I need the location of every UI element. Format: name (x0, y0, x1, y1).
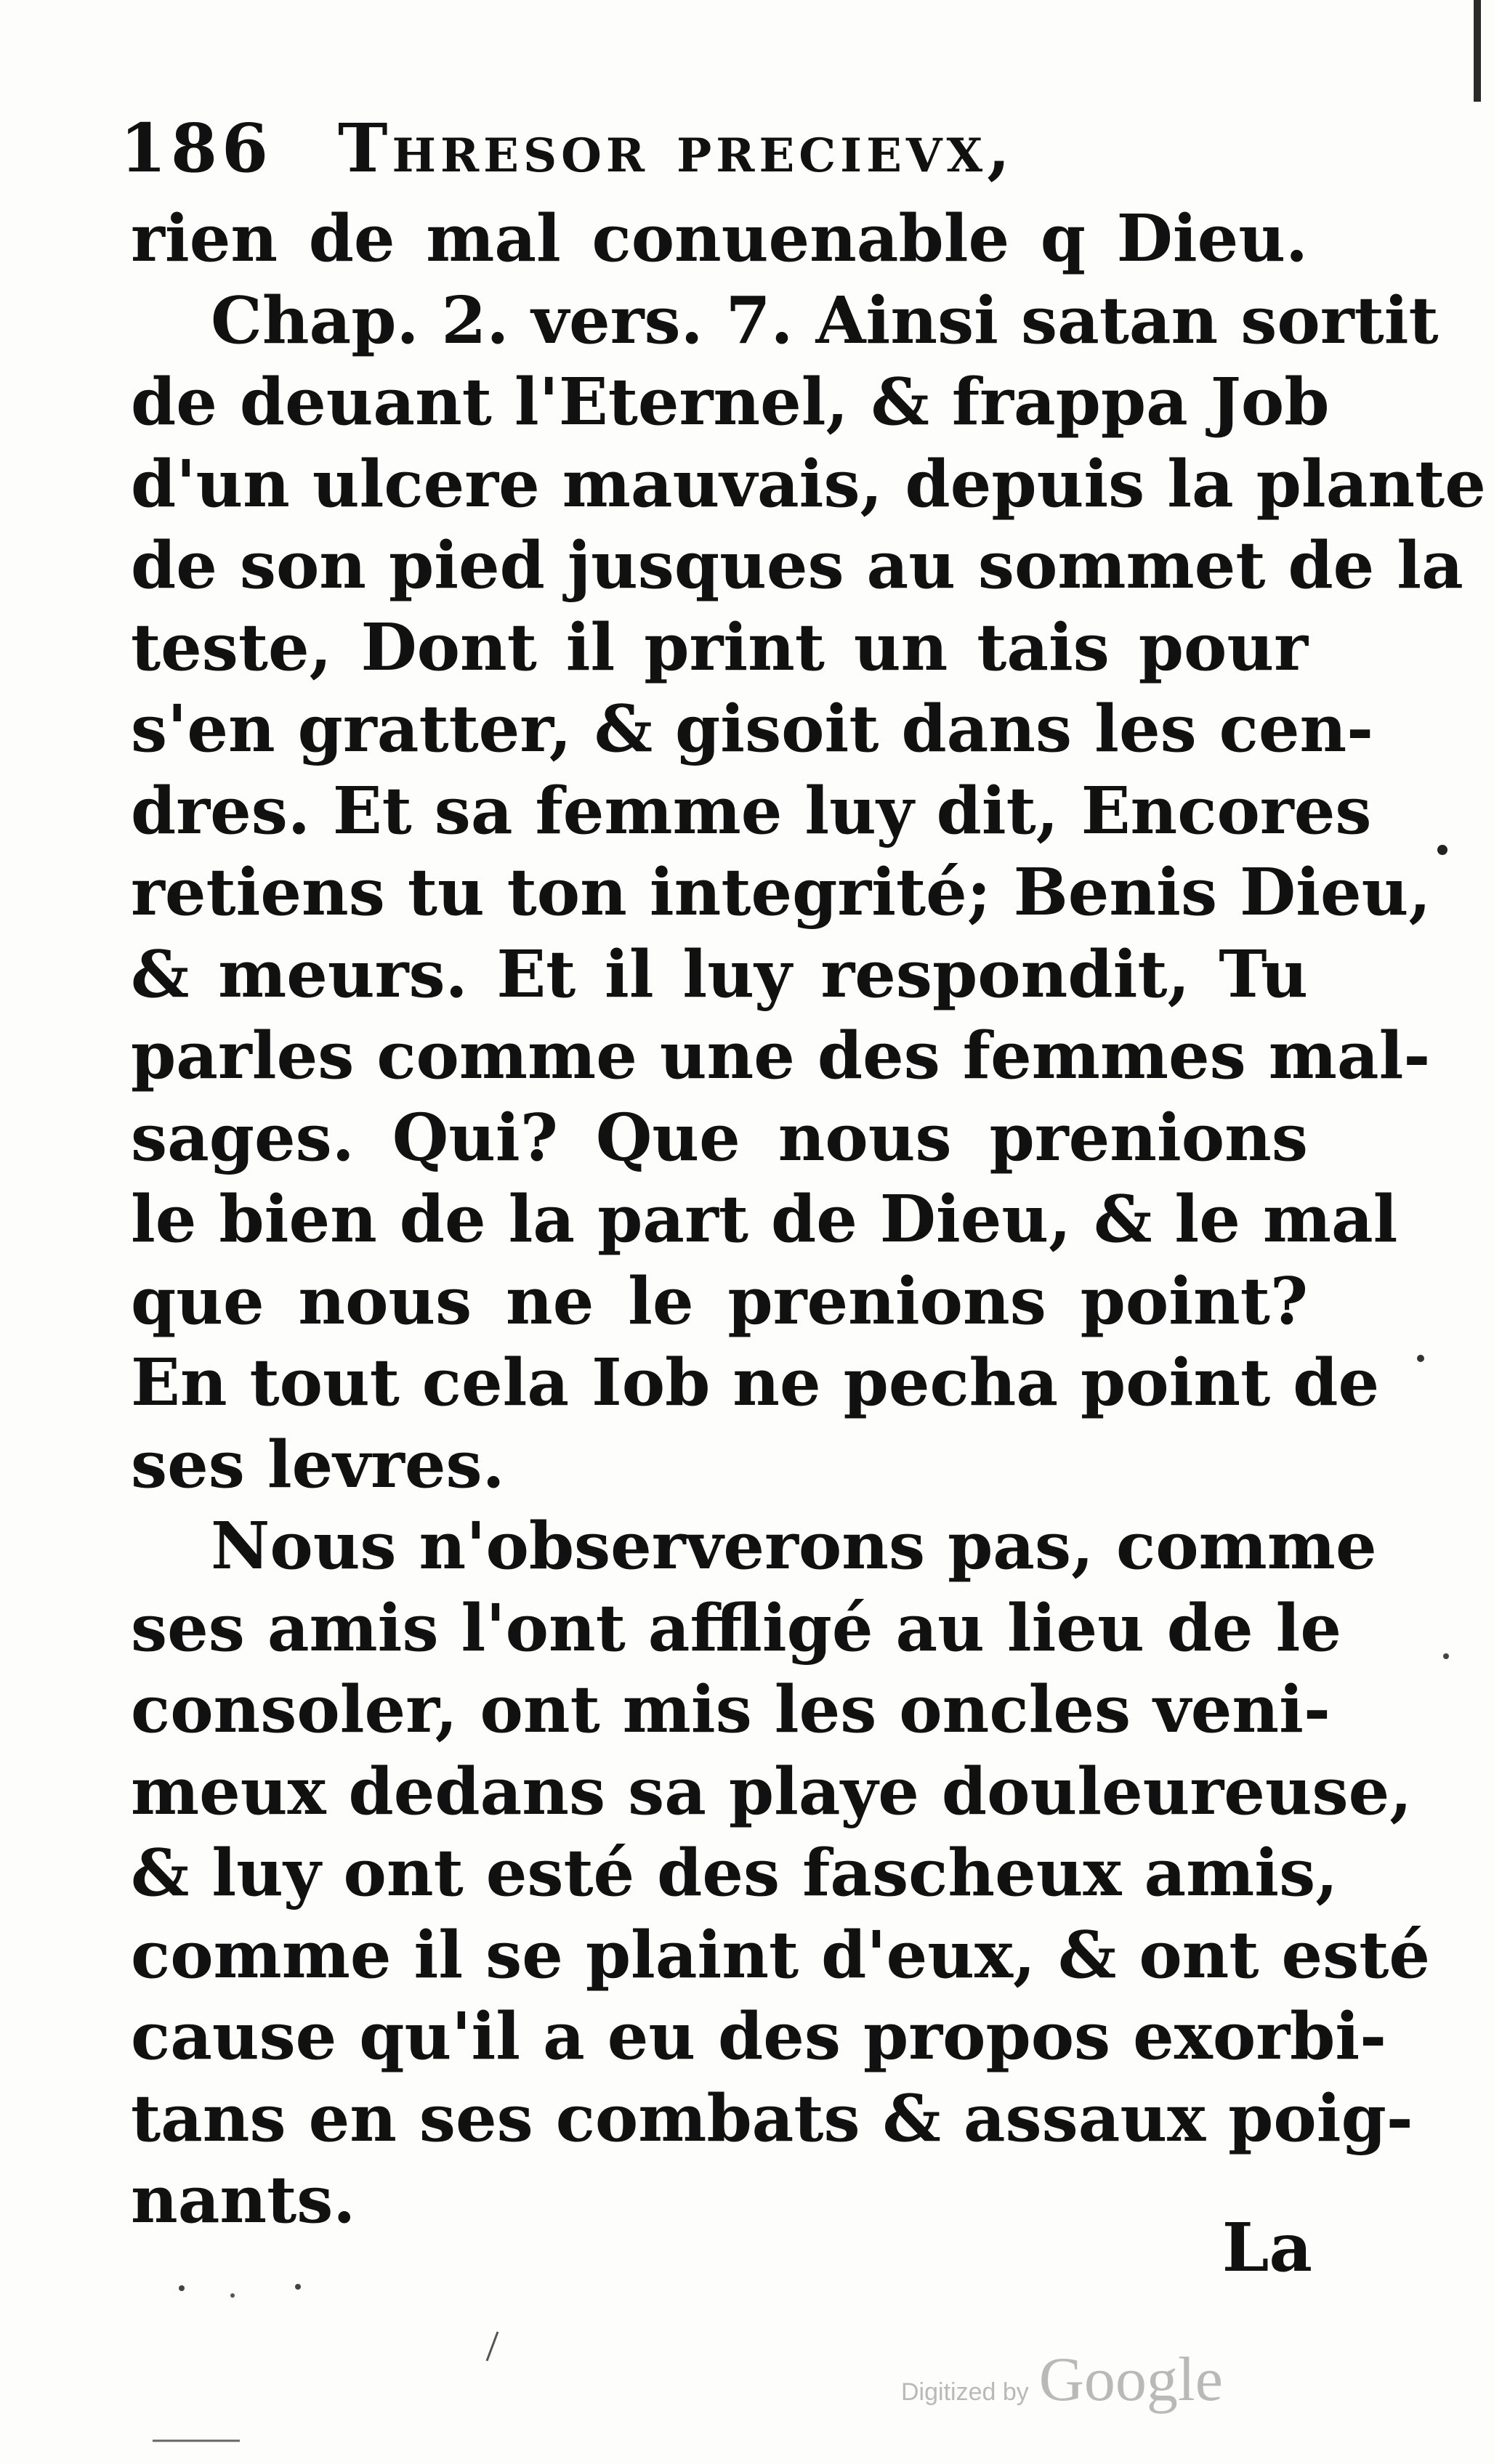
text-line: parles comme une des femmes mal- (131, 1017, 1431, 1093)
running-title: Thresor precievx, (338, 109, 1015, 187)
text-line: cause qu'il a eu des propos exorbi- (131, 1998, 1387, 2074)
text-line: teste, Dont il print un tais pour (131, 608, 1308, 685)
text-line: En tout cela Iob ne pecha point de (131, 1344, 1380, 1420)
text-line: retiens tu ton integrité; Benis Dieu, (131, 854, 1432, 930)
text-line: nants. (131, 2161, 356, 2237)
text-line: & meurs. Et il luy respondit, Tu (131, 935, 1308, 1012)
body-text (131, 198, 1486, 2241)
text-line: ses amis l'ont affligé au lieu de le (131, 1589, 1342, 1666)
text-line: comme il se plaint d'eux, & ont esté (131, 1916, 1430, 1993)
text-line: s'en gratter, & gisoit dans les cen- (131, 690, 1374, 766)
paragraph-start-line: Nous n'observerons pas, comme (211, 1507, 1377, 1584)
watermark-logo: Google (1038, 2344, 1223, 2414)
watermark-prefix: Digitized by (901, 2378, 1029, 2406)
text-line: que nous ne le prenions point? (131, 1262, 1308, 1339)
text-line: d'un ulcere mauvais, depuis la plante (131, 445, 1486, 522)
page-edge-mark (1474, 0, 1481, 102)
text-line: & luy ont esté des fascheux amis, (131, 1834, 1338, 1910)
text-line: tans en ses combats & assaux poig- (131, 2079, 1413, 2156)
text-line: le bien de la part de Dieu, & le mal (131, 1180, 1398, 1257)
digitization-watermark (901, 2343, 1223, 2415)
page-header (120, 109, 1319, 189)
text-line: ses levres. (131, 1425, 505, 1502)
catchword: La (1222, 2208, 1312, 2287)
text-line: de son pied jusques au sommet de la (131, 527, 1463, 603)
text-line: sages. Qui? Que nous prenions (131, 1098, 1308, 1175)
text-line: meux dedans sa playe douleureuse, (131, 1752, 1413, 1829)
text-line: rien de mal conuenable q Dieu. (131, 200, 1308, 276)
text-line: dres. Et sa femme luy dit, Encores (131, 771, 1372, 848)
page-number: 186 (120, 109, 273, 187)
text-line: de deuant l'Eternel, & frappa Job (131, 363, 1330, 439)
text-line: consoler, ont mis les oncles veni- (131, 1671, 1331, 1747)
text-line: Chap. 2. vers. 7. Ainsi satan sortit (211, 281, 1439, 358)
